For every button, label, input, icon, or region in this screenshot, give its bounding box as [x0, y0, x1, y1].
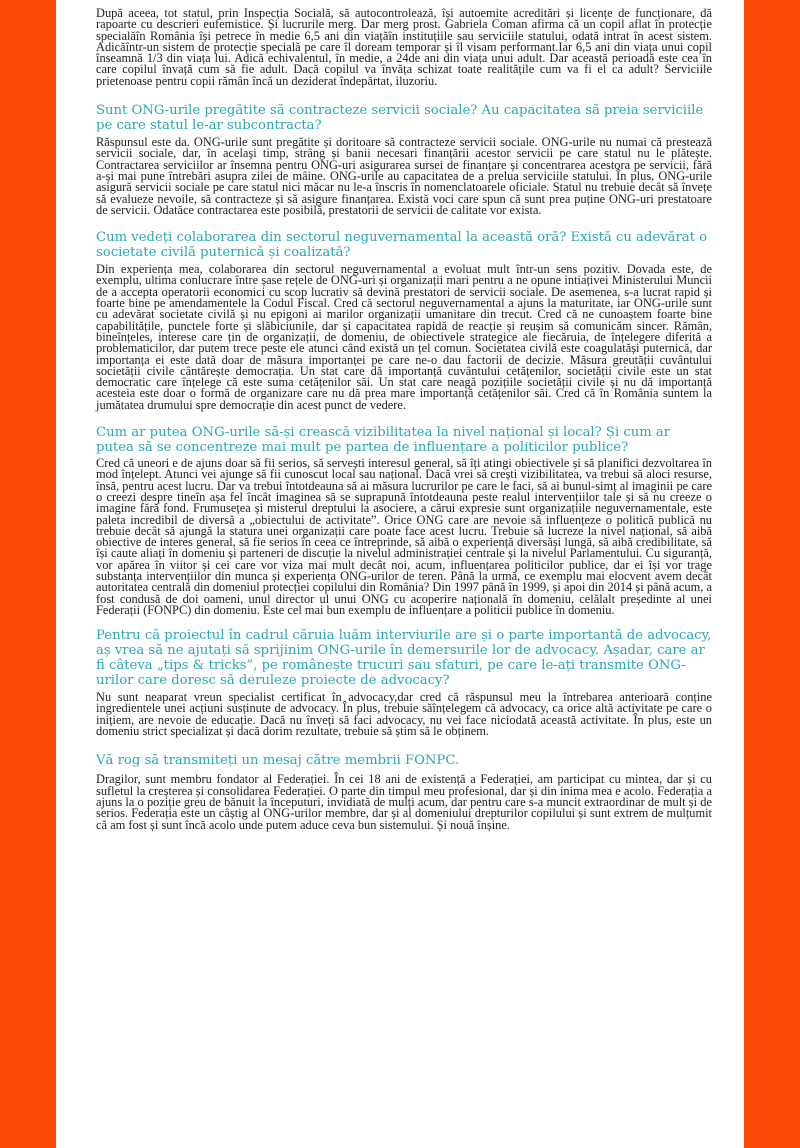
answer-paragraph: Cred că uneori e de ajuns doar să fii serios, să servești interesul general, să îți atingi obiectivele și să planifici dezvoltarea în mod înțelept. Atunci vei ajunge să fii cunoscut local sau național. Dacă vrei să crești vizibilitatea, va trebui să aloci resurse, însă, pentru acest lucru. Dar va trebui întotdeauna să ai măsura lucrurilor pe care le faci, să ai bunul-simț al imaginii pe care o creezi despre tineîn așa fel încât imaginea să se suprapună întotdeauna peste realul intervențiilor tale și să nu creeze o imagine fără fond. Frumusețea și misterul dreptului la asociere, a cărui expresie sunt organizațiile neguvernamentale, este paleta incredibil de diversă a „obiectului de activitate”. Orice ONG care are nevoie să influențeze o politică publică nu trebuie decât să ajungă la statura unei organizații care poate face acest lucru. Trebuie să lucreze la nivel național, să aibă obiective de interes general, să fie serios în ceea ce întreprinde, să aibă o experiență diversăși lungă, să aibă credibilitate, să își caute aliați în domeniu și parteneri de discuție la nivelul administrației centrale și la nivelul Parlamentului. Cu siguranță, vor apărea în viitor și cei care vor viza mai mult decât noi, acum, influențarea politicilor publice, dar ei își vor trage substanța intervențiilor din munca și experiența ONG-urilor de teren. Până la urmă, ce exemplu mai elocvent avem decât autoritatea centrală din domeniul protecției copilului din România? Din 1997 până în 1999, și apoi din 2014 și până acum, a fost condusă de doi oameni, unul director ul unui ONG cu acoperire națională în domeniu, celălalt președinte al unei Federații (FONPC) din domeniu. Este cel mai bun exemplu de influențare a politicii publice în domeniu. [96, 456, 712, 617]
question-heading: Cum vedeți colaborarea din sectorul neguvernamental la această oră? Există cu adevărat o societate civilă puternică și coalizată? [96, 230, 708, 261]
question-heading: Cum ar putea ONG-urile să-și crească vizibilitatea la nivel național și local? Și cum ar putea să se concentreze mai mult pe partea de influențare a politicilor publice? [96, 425, 671, 456]
answer-paragraph: Din experiența mea, colaborarea din sectorul neguvernamental a evoluat mult într-un sens pozitiv. Dovada este, de exemplu, ultima conlucrare între șase rețele de ONG-uri și organizații mari pentru a ne opune intiațivei Ministerului Muncii de a accepta operatorii economici cu scop lucrativ să devină prestatori de servicii sociale. De asemenea, s-a lucrat rapid și foarte bine pe amendamentele la Codul Fiscal. Cred că sectorul neguvernamental a ajuns la maturitate, iar ONG-urile sunt cu adevărat societate civilă și nu epigoni ai marilor organizații umanitare din trecut. Cred că ne cunoaștem foarte bine capabilitățile, punctele forte și slăbiciunile, dar și capacitatea rapidă de reacție și reușim să comunicăm sincer. Rămân, bineînțeles, interese care țin de organizații, de domeniu, de obiectivele strategice ale fiecăruia, de înțelegere diferită a problematicilor, dar putem trece peste ele atunci când există un țel comun. Societatea civilă este coagulatăși puternică, dar importanța ei este dată doar de măsura importanței pe care ne-o dau factorii de decizie. Măsura greutății cuvântului societății civile cântărește democrația. Un stat care dă importanță cuvântului cetățenilor, societății civile este un stat democratic care înțelege că este suma cetățenilor săi. Un stat care neagă pozițiile societății civile și nu dă importanță acesteia este doar o formă de organizare care nu dă prea mare importanță cetățenilor săi. Cred că în România suntem la jumătatea drumului spre democrație din acest punct de vedere. [96, 262, 712, 412]
article-body [96, 8, 712, 831]
question-heading: Pentru că proiectul în cadrul căruia luăm interviurile are și o parte importantă de advocacy, aș vrea să ne ajutați să sprijinim ONG-urile în demersurile lor de advocacy. Așadar, care ar fi câteva „tips & tricks”, pe românește trucuri sau sfaturi, pe care le-ați transmite ONG-urilor care doresc să deruleze proiecte de advocacy? [96, 628, 712, 689]
answer-paragraph: Dragilor, sunt membru fondator al Federației. În cei 18 ani de existență a Federației, am participat cu mintea, dar și cu sufletul la creșterea și consolidarea Federației. O parte din timpul meu profesional, dar și din inima mea e acolo. Federația a ajuns la o poziție greu de bănuit la începuturi, invidiată de mulți acum, dar pentru care s-a muncit extraordinar de mult și de serios. Federația este un câștig al ONG-urilor membre, dar și al domeniului drepturilor copilului și sunt extrem de mulțumit că am fost și sunt încă acolo unde putem aduce ceva bun sistemului. Și nouă înșine. [96, 772, 712, 832]
intro-paragraph: După aceea, tot statul, prin Inspecția Socială, să autocontrolează, își autoemite acreditări și licențe de funcționare, dă rapoarte cu descrieri eufemistice. Și lucrurile merg. Dar merg prost. Gabriela Coman afirma că un copil aflat în protecție specialăîn România își petrece în medie 6,5 ani din viațăîn instituțiile sau serviciile statului, odată intrat în acest sistem. Adicăîntr-un sistem de protecție specială pe care îl doream temporar și îl visam performant.Iar 6,5 ani din viața unui copil înseamnă 1/3 din viața lui. Adică echivalentul, în medie, a 24de ani din viața unui adult. Dar această perioadă este cea în care copilul învață cum să fie adult. Dacă copilul va învăța schizat toate realitățile cum va fi el ca adult? Serviciile prietenoase pentru copii rămân încă un deziderat îndepărtat, iluzoriu. [96, 6, 712, 88]
question-heading: Vă rog să transmiteți un mesaj către membrii FONPC. [96, 753, 460, 769]
document-page [56, 0, 744, 1148]
answer-paragraph: Răspunsul este da. ONG-urile sunt pregătite și doritoare să contracteze servicii sociale. ONG-urile nu numai că prestează servicii sociale, dar, în același timp, strâng și banii necesari finanțării acestor servicii pe care statul nu le plătește. Contractarea serviciilor ar însemna pentru ONG-uri asigurarea sursei de finanțare și concentrarea acestora pe servicii, fără a-și mai pune întrebări asupra zilei de mâine. ONG-urile au capacitatea de a prelua serviciile statului. În plus, ONG-urile asigură servicii sociale pe care statul nici măcar nu le-a înscris în nomenclatoarele oficiale. Statul nu trebuie decât să învețe să evalueze nevoile, să contracteze și să asigure finanțarea. Există voci care spun că sunt prea puține ONG-uri prestatoare de servicii. Odatăce contractarea este posibilă, prestatorii de servicii de calitate vor exista. [96, 135, 712, 217]
question-heading: Sunt ONG-urile pregătite să contracteze servicii sociale? Au capacitatea să preia serviciile pe care statul le-ar subcontracta? [96, 103, 704, 134]
answer-paragraph: Nu sunt neaparat vreun specialist certificat în advocacy,dar cred că răspunsul meu la întrebarea anterioară conține ingredientele unei acțiuni susținute de advocacy. În plus, trebuie săînțelegem că advocacy, ca orice altă activitate pe care o inițiem, are nevoie de educație. Dacă nu înveți să faci advocacy, nu vei face niciodată această activitate. În plus, este un domeniu strict specializat și dacă dorim rezultate, trebuie să știm să le obținem. [96, 690, 712, 739]
